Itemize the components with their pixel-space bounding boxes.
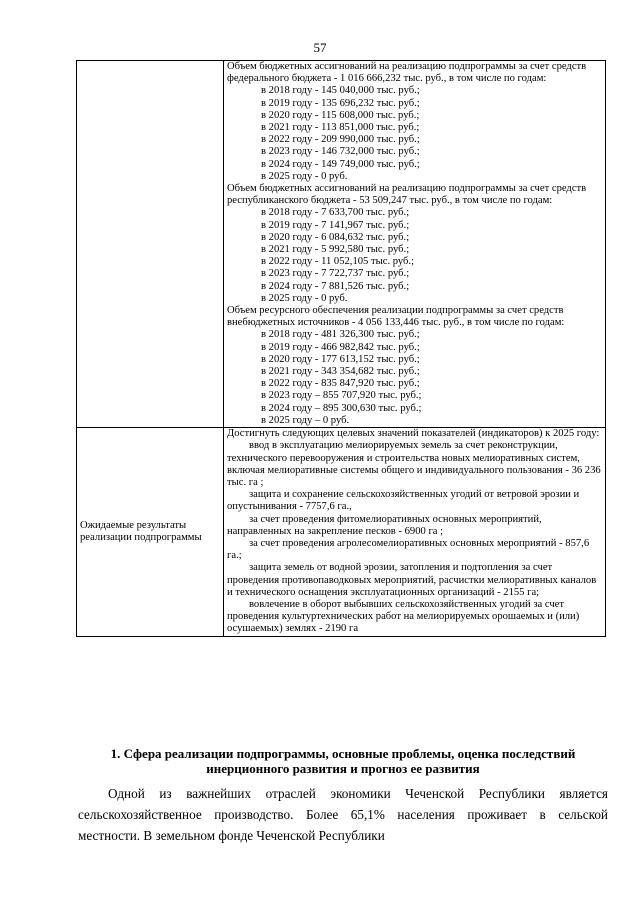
list-item: в 2022 году - 11 052,105 тыс. руб.; — [261, 256, 415, 268]
results-row — [77, 428, 606, 636]
list-item: в 2023 году - 146 732,000 тыс. руб.; — [261, 146, 420, 158]
body-paragraph: Одной из важнейших отраслей экономики Чеченской Республики является сельскохозяйственное производство. Более 65,1% населения проживает в сельской местности. В земельном фонде Чеченской Республики — [78, 786, 608, 843]
republic-intro: Объем бюджетных ассигнований на реализацию подпрограммы за счет средств республиканского бюджета - 53 509,247 тыс. руб., в том числе по годам: — [227, 183, 587, 207]
list-item: ввод в эксплуатацию мелиорируемых земель за счет реконструкции, технического перевооружения и строительства новых мелиоративных систем, включая мелиоративные системы общего и индивидуального пользования - 36 236 тыс. га ; — [227, 440, 601, 488]
list-item: в 2024 году - 7 881,526 тыс. руб.; — [261, 280, 410, 292]
list-item: защита и сохранение сельскохозяйственных угодий от ветровой эрозии и опустынивания - 7757,6 га., — [227, 489, 580, 513]
list-item: в 2021 году - 343 354,682 тыс. руб.; — [261, 366, 420, 378]
list-item: в 2018 году - 481 326,300 тыс. руб.; — [261, 329, 420, 341]
list-item: за счет проведения агролесомелиоративных основных мероприятий - 857,6 га.; — [227, 537, 590, 562]
results-content-cell — [224, 428, 606, 636]
list-item: за счет проведения фитомелиоративных основных мероприятий, направленных на закрепление песков - 6900 га ; — [227, 513, 542, 537]
list-item: в 2022 году - 835 847,920 тыс. руб.; — [261, 378, 420, 390]
results-label: Ожидаемые результаты реализации подпрограммы — [77, 428, 224, 636]
federal-years-list — [227, 85, 602, 183]
list-item: в 2021 году - 5 992,580 тыс. руб.; — [261, 244, 410, 256]
list-item: в 2025 году – 0 руб. — [261, 414, 350, 426]
results-intro: Достигнуть следующих целевых значений показателей (индикаторов) к 2025 году: — [227, 428, 600, 440]
list-item: защита земель от водной эрозии, затопления и подтопления за счет проведения противопаводковых мероприятий, расчистки мелиоративных каналов и технического оснащения эксплуатационных организаций - 2155 га; — [227, 562, 597, 598]
list-item: в 2019 году - 7 141,967 тыс. руб.; — [261, 219, 410, 231]
list-item: в 2025 году - 0 руб. — [261, 292, 348, 304]
funding-label-cell — [77, 61, 224, 428]
federal-intro: Объем бюджетных ассигнований на реализацию подпрограммы за счет средств федерального бюджета - 1 016 666,232 тыс. руб., в том числе по годам: — [227, 61, 587, 85]
section-heading: 1. Сфера реализации подпрограммы, основные проблемы, оценка последствий инерционного развития и прогноз ее развития — [110, 746, 576, 776]
list-item: в 2018 году - 145 040,000 тыс. руб.; — [261, 85, 420, 97]
list-item: в 2023 году - 7 722,737 тыс. руб.; — [261, 268, 410, 280]
list-item: в 2018 году - 7 633,700 тыс. руб.; — [261, 207, 410, 219]
republic-years-list — [227, 207, 602, 305]
list-item: в 2024 году - 149 749,000 тыс. руб.; — [261, 158, 420, 170]
list-item: в 2023 году – 855 707,920 тыс. руб.; — [261, 390, 422, 402]
results-list — [227, 440, 602, 635]
list-item: в 2020 году - 177 613,152 тыс. руб.; — [261, 353, 420, 365]
list-item: в 2020 году - 6 084,632 тыс. руб.; — [261, 231, 410, 243]
list-item: в 2019 году - 466 982,842 тыс. руб.; — [261, 341, 420, 353]
funding-content-cell — [224, 61, 606, 428]
page-number: 57 — [313, 40, 327, 55]
funding-row — [77, 61, 606, 428]
list-item: в 2024 году – 895 300,630 тыс. руб.; — [261, 402, 422, 414]
list-item: в 2025 году - 0 руб. — [261, 170, 348, 182]
passport-table — [76, 60, 606, 637]
list-item: вовлечение в оборот выбывших сельскохозяйственных угодий за счет проведения культуртехнических работ на мелиорируемых орошаемых и (или) осушаемых) землях - 2190 га — [227, 598, 580, 635]
extra-budget-years-list — [227, 329, 602, 427]
extra-budget-intro: Объем ресурсного обеспечения реализации подпрограммы за счет средств внебюджетных источников - 4 056 133,446 тыс. руб., в том числе по годам: — [227, 305, 565, 329]
list-item: в 2022 году - 209 990,000 тыс. руб.; — [261, 134, 420, 146]
list-item: в 2021 году - 113 851,000 тыс. руб.; — [261, 122, 420, 134]
list-item: в 2019 году - 135 696,232 тыс. руб.; — [261, 97, 420, 109]
list-item: в 2020 году - 115 608,000 тыс. руб.; — [261, 109, 420, 121]
